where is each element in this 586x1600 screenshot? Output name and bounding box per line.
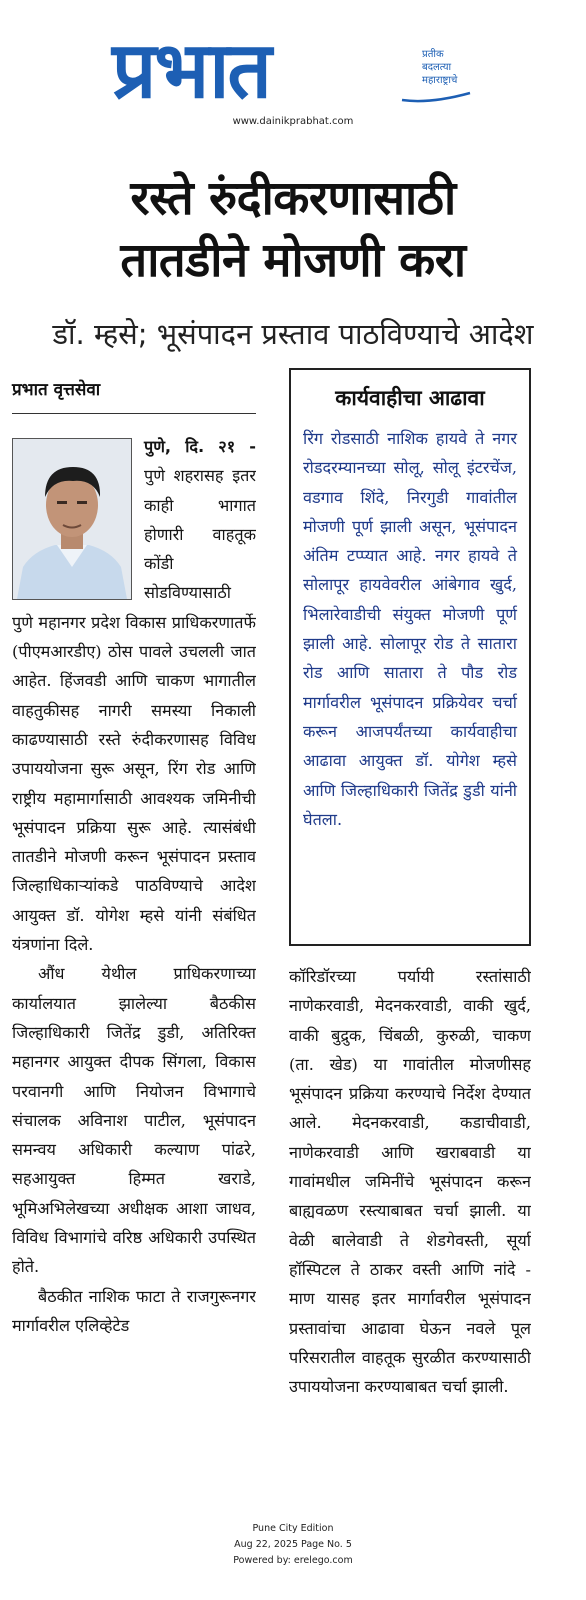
date-page-label: Aug 22, 2025 Page No. 5	[234, 1539, 352, 1550]
article-column-right	[289, 962, 531, 1502]
edition-label: Pune City Edition	[252, 1523, 334, 1534]
portrait-image	[13, 439, 131, 599]
article-paragraph: बैठकीत नाशिक फाटा ते राजगुरूनगर मार्गावरील एलिव्हेटेड	[12, 1286, 256, 1335]
tagline-line-1: प्रतीक	[422, 49, 444, 60]
headline-line-1: रस्ते रुंदीकरणासाठी	[130, 171, 456, 226]
masthead	[0, 28, 586, 138]
headline-line-2: तातडीने मोजणी करा	[120, 233, 466, 288]
sidebar-title: कार्यवाहीचा आढावा	[335, 386, 485, 410]
byline-divider	[12, 413, 256, 414]
logo-tagline	[422, 48, 457, 87]
person-photo	[12, 438, 132, 600]
tagline-line-2: बदलत्या	[422, 62, 452, 73]
newspaper-logo: प्रभात	[112, 26, 270, 116]
article-paragraph: औंध येथील प्राधिकरणाच्या कार्यालयात झालेल्या बैठकीस जिल्हाधिकारी जितेंद्र डुडी, अतिरिक्त महानगर आयुक्त दीपक सिंगला, विकास परवानगी आणि नियोजन विभागाचे संचालक अविनाश पाटील, भूसंपादन समन्वय अधिकारी कल्याण पांढरे, सहआयुक्त हिम्मत खराडे, भूमिअभिलेखच्या अधीक्षक आशा जाधव, विविध विभागांचे वरिष्ठ अधिकारी उपस्थित होते.	[12, 964, 256, 1277]
subheadline: डॉ. म्हसे; भूसंपादन प्रस्ताव पाठविण्याचे आदेश	[52, 317, 534, 351]
article-lead-text: पुणे शहरासह इतर काही भागात होणारी वाहतूक कोंडी सोडविण्यासाठी पुणे महानगर प्रदेश विकास प्राधिकरणातर्फे (पीएमआरडीए) ठोस पावले उचलली जात आहेत. हिंजवडी आणि चाकण भागातील वाहतुकीसह नागरी समस्या निकाली काढण्यासाठी रस्ते रुंदीकरणासह विविध उपाययोजना सुरू असून, रिंग रोड आणि राष्ट्रीय महामार्गासाठी आवश्यक जमिनीची भूसंपादन प्रक्रिया सुरू आहे. त्यासंबंधी तातडीने मोजणी करून भूसंपादन प्रस्ताव जिल्हाधिकाऱ्यांकडे पाठविण्याचे आदेश आयुक्त डॉ. योगेश म्हसे यांनी संबंधित यंत्रणांना दिले.	[12, 466, 256, 955]
review-sidebar-box	[289, 368, 531, 946]
article-column-left	[12, 432, 256, 1500]
article-paragraph	[12, 432, 256, 959]
logo-swoosh-icon	[400, 90, 472, 104]
site-url: www.dainikprabhat.com	[232, 116, 354, 127]
tagline-line-3: महाराष्ट्राचे	[422, 75, 458, 86]
byline: प्रभात वृत्तसेवा	[12, 380, 101, 400]
headline	[20, 168, 566, 292]
article-paragraph: कॉरिडॉरच्या पर्यायी रस्तांसाठी नाणेकरवाडी, मेदनकरवाडी, वाकी खुर्द, वाकी बुद्रुक, चिंबळी, कुरुळी, चाकण (ता. खेड) या गावांतील मोजणीसह भूसंपादन प्रक्रिया करण्याचे निर्देश देण्यात आले. मेदनकरवाडी, कडाचीवाडी, नाणेकरवाडी आणि खराबवाडी या गावांमधील जमिनींचे भूसंपादन करून बाह्यवळण रस्त्याबाबत चर्चा झाली. या वेळी बालेवाडी ते शेडगेवस्ती, सूर्या हॉस्पिटल ते ठाकर वस्ती आणि नांदे - माण यासह इतर मार्गावरील भूसंपादन प्रस्तावांचा आढावा घेऊन नवले पूल परिसरातील वाहतूक सुरळीत करण्यासाठी उपाययोजना करण्याबाबत चर्चा झाली.	[289, 967, 531, 1397]
dateline: पुणे, दि. २१ -	[144, 437, 256, 456]
sidebar-body: रिंग रोडसाठी नाशिक हायवे ते नगर रोडदरम्यानच्या सोलू, सोलू इंटरचेंज, वडगाव शिंदे, निरगुडी गावांतील मोजणी पूर्ण झाली असून, भूसंपादन अंतिम टप्प्यात आहे. नगर हायवे ते सोलापूर हायवेवरील आंबेगाव खुर्द, भिलारेवाडीची संयुक्त मोजणी पूर्ण झाली आहे. सोलापूर रोड ते सातारा रोड आणि सातारा ते पौड रोड मार्गावरील भूसंपादन प्रक्रियेवर चर्चा करून आजपर्यंतच्या कार्यवाहीचा आढावा आयुक्त डॉ. योगेश म्हसे आणि जिल्हाधिकारी जितेंद्र डुडी यांनी घेतला.	[303, 429, 517, 829]
page-footer	[0, 1521, 586, 1569]
powered-by-label: Powered by: erelego.com	[233, 1555, 353, 1566]
